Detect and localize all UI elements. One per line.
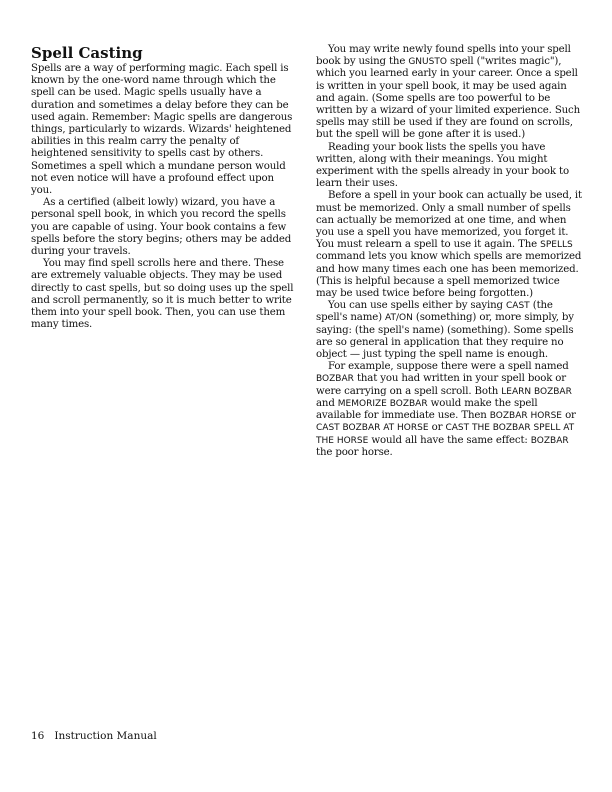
command-learn-bozbar: LEARN BOZBAR (501, 386, 572, 397)
text-run: You can use spells either by saying (328, 300, 506, 312)
command-cast-the-bozbar-spell: CAST THE BOZBAR SPELL AT THE HORSE (316, 423, 575, 446)
text-run: Before a spell in your book can actually be used, it must be memorized. Only a small number of spells can actually be memorized at one time, and when you use a spell you have memorized, you forget it. You must relearn a spell to use it again. The (316, 190, 582, 251)
paragraph-cast (316, 300, 582, 361)
text-run: (something) or, more simply, by saying: (the spell's name) (something). Some spells are so general in application that they require no object — just typing the spell name is enough. (316, 312, 574, 361)
paragraph-spell-scrolls: You may find spell scrolls here and there. These are extremely valuable objects. They may be used directly to cast spells, but so doing uses up the spell and scroll permanently, so it is much better to write them into your spell book. Then, you can use them many times. (31, 258, 294, 331)
command-cast-bozbar-at-horse: CAST BOZBAR AT HORSE (316, 423, 429, 434)
paragraph-intro: Spells are a way of performing magic. Each spell is known by the one-word name through which the spell can be used. Magic spells usually have a duration and sometimes a delay before they can be used again. Remember: Magic spells are dangerous things, particularly to wizards. Wizards' heightened abilities in this realm carry the penalty of heightened sensitivity to spells cast by others. Sometimes a spell which a mundane person would not even notice will have a profound effect upon you. (31, 63, 293, 197)
section-heading: Spell Casting (31, 44, 143, 62)
text-run: For example, suppose there were a spell named (328, 361, 569, 373)
command-bozbar-horse: BOZBAR HORSE (489, 411, 562, 422)
text-run: or (428, 422, 446, 434)
text-run: the poor horse. (316, 446, 393, 458)
text-run: You may write newly found spells into your spell book by using the (316, 44, 571, 68)
text-run: or (561, 410, 576, 422)
command-gnusto: GNUSTO (408, 57, 447, 68)
command-bozbar: BOZBAR (316, 374, 354, 385)
right-column (316, 44, 582, 459)
paragraph-gnusto (316, 44, 582, 142)
command-memorize-bozbar: MEMORIZE BOZBAR (337, 398, 428, 409)
text-run: (the spell's name) (316, 300, 553, 324)
text-run: and (316, 397, 338, 409)
text-run: that you had written in your spell book or were carrying on a spell scroll. Both (316, 373, 567, 397)
text-run: spell ("writes magic"), which you learned early in your career. Once a spell is written in your spell book, it may be used again and again. (Some spells are too powerful to be written by a wizard of your limited experience. Such spells may still be used if they are found on scrolls, but the spell will be gone after it is used.) (316, 56, 581, 141)
text-run: would make the spell available for immediate use. Then (316, 397, 538, 422)
footer-label: Instruction Manual (54, 730, 157, 742)
paragraph-reading-book: Reading your book lists the spells you have written, along with their meanings. You might experiment with the spells already in your book to learn their uses. (316, 141, 569, 190)
command-at-on: AT/ON (385, 313, 413, 324)
command-bozbar-effect: BOZBAR (530, 435, 569, 446)
page-footer (31, 730, 157, 743)
text-run: command lets you know which spells are memorized and how many times each one has been memorized. (This is helpful because a spell memorized twice may be used twice before being forgotten.) (316, 251, 582, 300)
command-cast: CAST (506, 301, 530, 312)
page-number: 16 (31, 730, 45, 742)
command-spells: SPELLS (540, 240, 573, 251)
text-run: would all have the same effect: (368, 434, 531, 446)
left-column (31, 44, 297, 331)
paragraph-memorize (316, 190, 582, 300)
paragraph-example (316, 361, 582, 459)
paragraph-spell-book: As a certified (albeit lowly) wizard, you have a personal spell book, in which you record the spells you are capable of using. Your book contains a few spells before the story begins; others may be added during your travels. (31, 197, 292, 258)
